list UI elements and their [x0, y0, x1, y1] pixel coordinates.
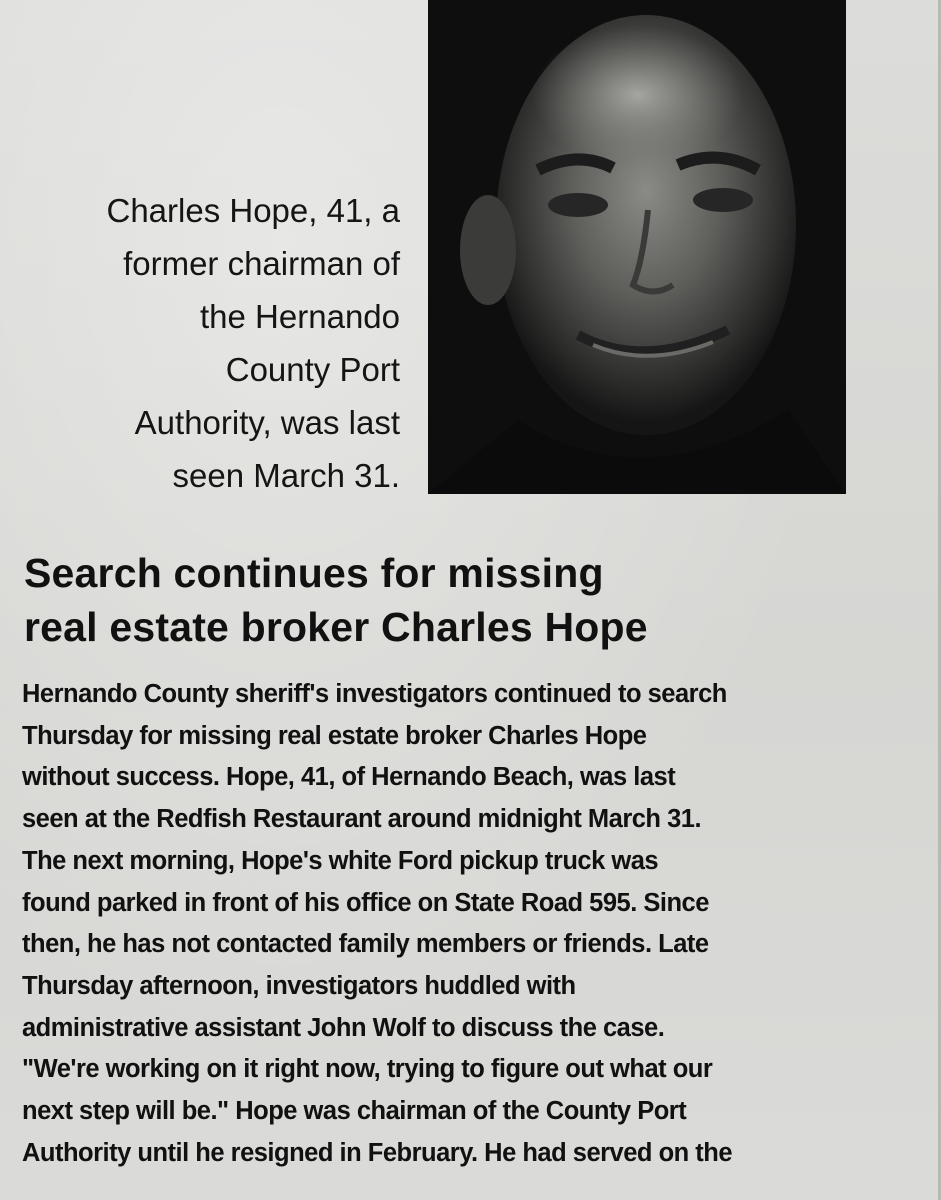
body-line: seen at the Redfish Restaurant around midnight March 31.	[22, 805, 702, 834]
body-line: Thursday for missing real estate broker Charles Hope	[22, 721, 647, 750]
article-body	[22, 674, 937, 1174]
caption-line: County Port	[225, 351, 400, 388]
body-line: Thursday afternoon, investigators huddled with	[22, 971, 576, 1000]
body-line: found parked in front of his office on State Road 595. Since	[22, 888, 709, 917]
caption-line: Charles Hope, 41, a	[106, 192, 400, 229]
caption-line: seen March 31.	[172, 457, 400, 494]
body-line: next step will be." Hope was chairman of the County Port	[22, 1097, 687, 1126]
headline-line: Search continues for missing	[24, 550, 604, 596]
body-line: The next morning, Hope's white Ford pickup truck was	[22, 846, 659, 875]
portrait-photo	[428, 0, 846, 494]
caption-line: former chairman of	[123, 245, 400, 282]
caption-line: the Hernando	[200, 298, 400, 335]
article-headline	[24, 546, 924, 654]
photo-caption	[30, 184, 400, 502]
headline-line: real estate broker Charles Hope	[24, 604, 648, 650]
body-line: without success. Hope, 41, of Hernando Beach, was last	[22, 763, 676, 792]
body-line: Hernando County sheriff's investigators continued to search	[22, 680, 727, 708]
body-line: then, he has not contacted family members or friends. Late	[22, 930, 709, 959]
body-line: "We're working on it right now, trying to figure out what our	[22, 1055, 713, 1084]
body-line: Authority until he resigned in February. He had served on the	[22, 1138, 733, 1167]
caption-line: Authority, was last	[134, 404, 400, 441]
body-line: administrative assistant John Wolf to discuss the case.	[22, 1013, 665, 1042]
